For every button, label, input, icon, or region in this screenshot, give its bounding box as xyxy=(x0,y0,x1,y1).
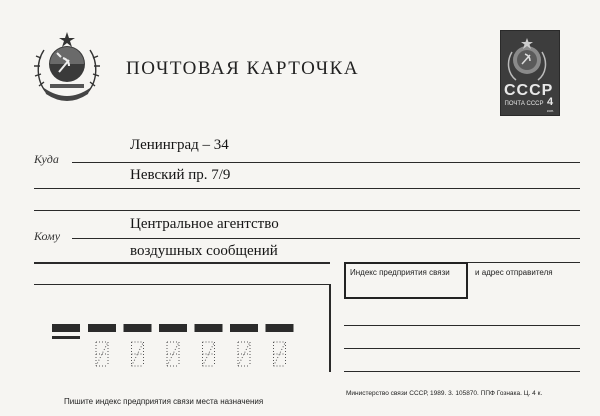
postcode-digit-cell[interactable] xyxy=(167,342,179,366)
postcode-cell-bar xyxy=(266,324,294,332)
address-line-1: Ленинград – 34 xyxy=(130,137,229,153)
stamp-value: 4 xyxy=(547,96,554,108)
postcode-cell-bar xyxy=(88,324,116,332)
stamp-unit: коп. xyxy=(547,108,555,113)
postcode-frame-right xyxy=(329,284,331,372)
postcode-digit-cell[interactable] xyxy=(132,342,144,366)
sender-rule-2 xyxy=(344,348,580,349)
address-rule-2 xyxy=(34,188,580,189)
address-line-2: Невский пр. 7/9 xyxy=(130,167,231,183)
postcode-caption: Пишите индекс предприятия связи места назначения xyxy=(64,397,264,406)
postcode-digit-cell[interactable] xyxy=(274,342,286,366)
to-label: Куда xyxy=(34,152,59,166)
address-rule-1 xyxy=(72,162,580,163)
printer-imprint: Министерство связи СССР, 1989. 3. 105870. ППФ Гознака. Ц. 4 к. xyxy=(346,390,543,397)
recipient-line-1: Центральное агентство xyxy=(130,216,279,232)
recipient-rule-2 xyxy=(34,262,330,264)
state-emblem-icon xyxy=(30,28,104,108)
recipient-rule-3 xyxy=(34,284,330,285)
postcode-digit-cell[interactable] xyxy=(238,342,250,366)
sender-rule-3 xyxy=(344,371,580,372)
sender-address-label: и адрес отправителя xyxy=(475,268,553,277)
stamp-country: СССР xyxy=(504,82,554,99)
stamp-postal-text: ПОЧТА СССР xyxy=(504,101,544,107)
postcode-digit-cell[interactable] xyxy=(203,342,215,366)
postage-stamp xyxy=(500,30,560,116)
sender-index-label: Индекс предприятия связи xyxy=(350,268,450,277)
recipient-rule-1 xyxy=(72,238,580,239)
postcode-cell-bar xyxy=(159,324,187,332)
recipient-line-2: воздушных сообщений xyxy=(130,243,278,259)
postcode-digit-cell[interactable] xyxy=(96,342,108,366)
whom-label: Кому xyxy=(34,229,61,243)
postcode-digit-cells[interactable] xyxy=(80,320,300,382)
sender-rule-1 xyxy=(344,325,580,326)
postcode-cell-bar xyxy=(124,324,152,332)
postcode-cell-bar xyxy=(230,324,258,332)
postcode-sample-bar xyxy=(52,324,80,332)
address-rule-3 xyxy=(34,210,580,211)
postcode-sample-underline xyxy=(52,336,80,339)
card-title: ПОЧТОВАЯ КАРТОЧКА xyxy=(126,58,360,79)
postcode-cell-bar xyxy=(195,324,223,332)
